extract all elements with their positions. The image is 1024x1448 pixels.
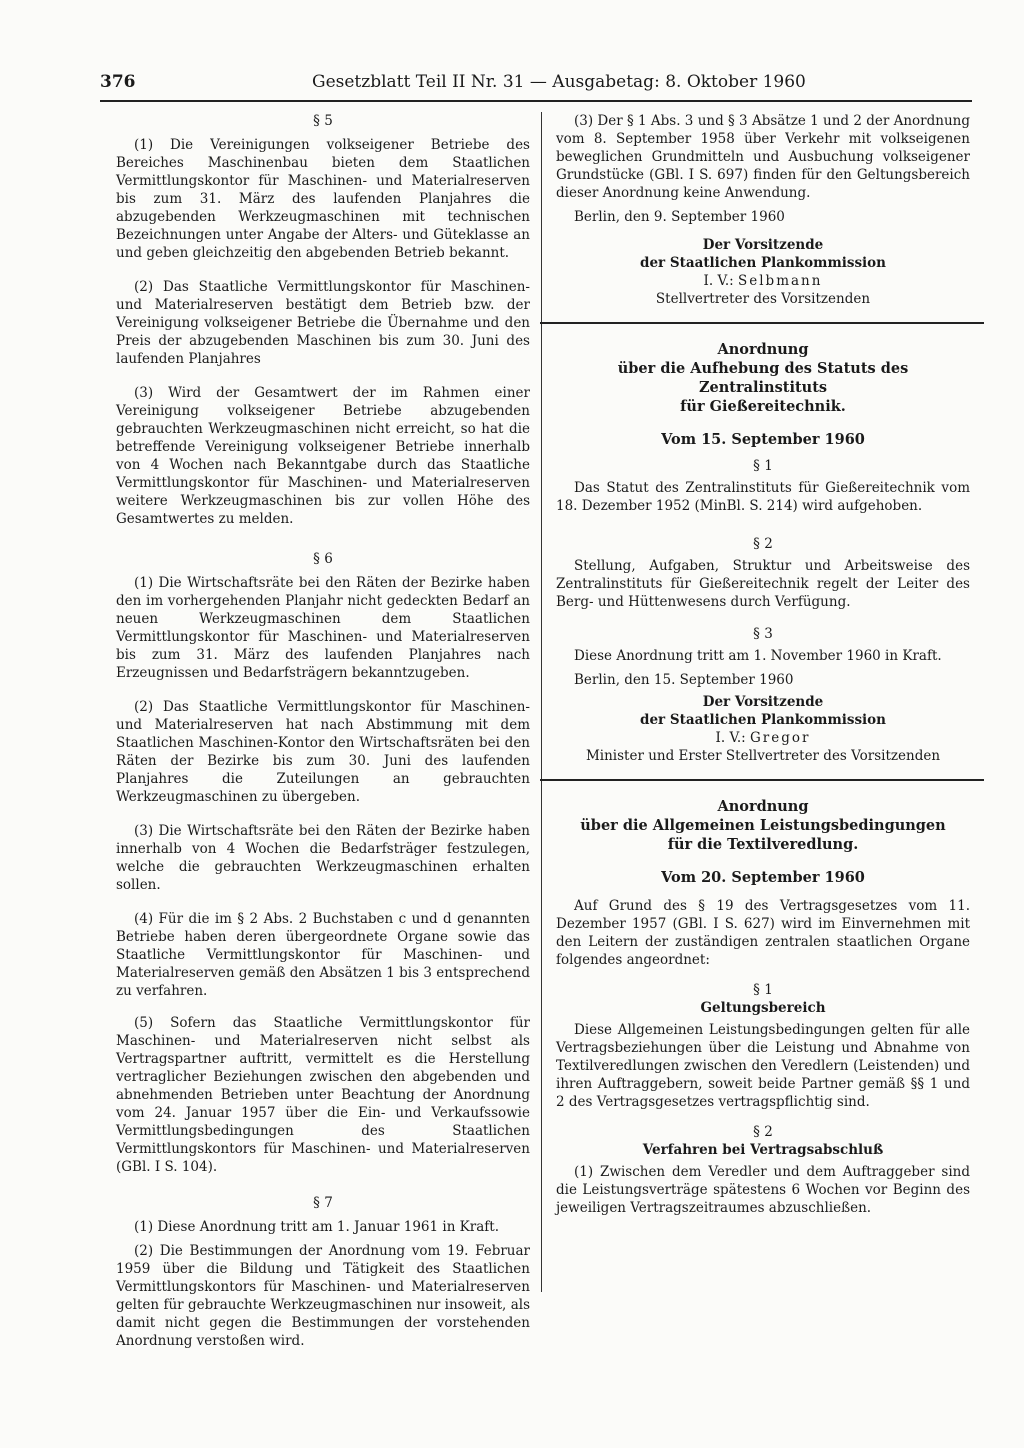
signature-1-title: Der Vorsitzende [702, 237, 824, 253]
ordinance-3-s2-title: Verfahren bei Vertragsabschluß [642, 1142, 884, 1158]
column-divider [541, 112, 542, 1292]
signature-1-place-date: Berlin, den 9. September 1960 [574, 209, 785, 225]
section-6-para-2: (2) Das Staatliche Vermittlungskontor für Maschinen- und Materialreserven hat nach Abstimmung mit dem Staatlichen Maschinen-Kontor den Wirtschaftsräten bei den Räten der Bezirke bis zum 30. Juni des laufenden Planjahres die Zuteilungen an gebrauchten Werkzeugmaschinen zu übergeben. [116, 699, 530, 805]
ordinance-2-s3-text: Diese Anordnung tritt am 1. November 1960 in Kraft. [574, 648, 942, 664]
ordinance-3-s2-heading: § 2 [753, 1124, 773, 1140]
signature-2-role: Minister und Erster Stellvertreter des Vorsitzenden [585, 748, 941, 764]
ordinance-3-s2-para-1: (1) Zwischen dem Veredler und dem Auftraggeber sind die Leistungsverträge spätestens 6 Wochen vor Beginn des jeweiligen Vertragszeitraumes abzuschließen. [556, 1164, 970, 1216]
section-5-para-2: (2) Das Staatliche Vermittlungskontor für Maschinen- und Materialreserven bestätigt dem Betrieb bzw. der Vereinigung volkseigener Betriebe die Übernahme und den Preis der abzugebenden Maschinen bis zum 30. Juni des laufenden Planjahres [116, 279, 530, 367]
page-number: 376 [100, 72, 136, 92]
ordinance-2-s2-heading: § 2 [753, 536, 773, 552]
ordinance-3-title-line-2: für die Textilveredlung. [667, 836, 859, 853]
section-5-heading: § 5 [313, 113, 333, 129]
ordinance-2-title-line-2: für Gießereitechnik. [680, 398, 846, 415]
ordinance-3-title-line-1: über die Allgemeinen Leistungsbedingungen [580, 817, 946, 834]
ordinance-2-label: Anordnung [717, 341, 809, 358]
section-6-para-1: (1) Die Wirtschaftsräte bei den Räten der Bezirke haben den im vorhergehenden Planjahr nicht gedeckten Bedarf an neuen Werkzeugmaschinen dem Staatlichen Vermittlungskontor für Maschinen- und Materialreserven bis zum 31. März des laufenden Planjahres nach Erzeugnissen und Bedarfsträgern bekanntzugeben. [116, 575, 530, 681]
ordinance-2-date: Vom 15. September 1960 [661, 431, 865, 448]
section-6-para-3: (3) Die Wirtschaftsräte bei den Räten der Bezirke haben innerhalb von 4 Wochen die Bedarfsträger festzulegen, welche die gebrauchten Werkzeugmaschinen erhalten sollen. [116, 823, 530, 893]
signature-1-iv: I. V.: [703, 273, 734, 289]
left-column [116, 112, 530, 1350]
ordinance-2-s1-text: Das Statut des Zentralinstituts für Gießereitechnik vom 18. Dezember 1952 (MinBl. S. 214) wird aufgehoben. [556, 480, 970, 514]
ordinance-2-s3-heading: § 3 [753, 626, 773, 642]
signature-1-signer [556, 272, 970, 290]
section-6-heading: § 6 [313, 551, 333, 567]
section-7-heading: § 7 [313, 1195, 333, 1211]
signature-2-name: Gregor [750, 730, 811, 746]
ordinance-2-title-line-1: über die Aufhebung des Statuts des Zentralinstituts [617, 360, 909, 396]
section-6-para-4: (4) Für die im § 2 Abs. 2 Buchstaben c und d genannten Betriebe haben deren übergeordnete Organe sowie das Staatliche Vermittlungskontor für Maschinen- und Materialreserven gemäß den Absätzen 1 bis 3 entsprechend zu verfahren. [116, 911, 530, 999]
section-7-para-2: (2) Die Bestimmungen der Anordnung vom 19. Februar 1959 über die Bildung und Tätigkeit des Staatlichen Vermittlungskontors für Maschinen- und Materialreserven gelten für gebrauchte Werkzeugmaschinen nur insoweit, als damit nicht gegen die Bestimmungen der vorstehenden Anordnung verstoßen wird. [116, 1243, 530, 1349]
section-5-para-1: (1) Die Vereinigungen volkseigener Betriebe des Bereiches Maschinenbau bieten dem Staatlichen Vermittlungskontor für Maschinen- und Materialreserven bis zum 31. März des laufenden Planjahres die abzugebenden Werkzeugmaschinen mit technischen Bezeichnungen unter Angabe der Alters- und Güteklasse an und geben gleichzeitig den abgebenden Betrieb bekannt. [116, 137, 530, 261]
ordinance-3-s1-text: Diese Allgemeinen Leistungsbedingungen gelten für alle Vertragsbeziehungen über die Leistung und Abnahme von Textilveredlungen zwischen den Veredlern (Leistenden) und ihren Auftraggebern, soweit beide Partner gemäß §§ 1 und 2 des Vertragsgesetzes vertragspflichtig sind. [556, 1022, 970, 1110]
section-5-para-3: (3) Wird der Gesamtwert der im Rahmen einer Vereinigung volkseigener Betriebe abzugebenden gebrauchten Werkzeugmaschinen nicht erreicht, so hat die betreffende Vereinigung volkseigener Betriebe innerhalb von 4 Wochen nach Bekanntgabe durch das Staatliche Vermittlungskontor für Maschinen- und Materialreserven weitere Werkzeugmaschinen bis zur vollen Höhe des Gesamtwertes zu melden. [116, 385, 530, 527]
section-6-para-5: (5) Sofern das Staatliche Vermittlungskontor für Maschinen- und Materialreserven nicht selbst als Vertragspartner auftritt, vermittelt es die Herstellung vertraglicher Beziehungen zwischen den abgebenden und abnehmenden Betrieben unter Beachtung der Anordnung vom 24. Januar 1957 über die Ein- und Verkaufssowie Vermittlungsbedingungen des Staatlichen Vermittlungskontors für Maschinen- und Materialreserven (GBl. I S. 104). [116, 1015, 530, 1175]
signature-1-role: Stellvertreter des Vorsitzenden [655, 291, 871, 307]
section-7-para-1: (1) Diese Anordnung tritt am 1. Januar 1961 in Kraft. [134, 1219, 499, 1235]
ordinance-3-date: Vom 20. September 1960 [661, 869, 865, 886]
ordinance-2-s1-heading: § 1 [753, 458, 773, 474]
signature-2-place-date: Berlin, den 15. September 1960 [574, 672, 794, 688]
ordinance-3-s1-title: Geltungsbereich [700, 1000, 826, 1016]
signature-1-org: der Staatlichen Plankommission [640, 255, 886, 271]
page-header [100, 72, 972, 102]
signature-2-iv: I. V.: [715, 730, 746, 746]
ordinance-3-s1-heading: § 1 [753, 982, 773, 998]
right-column [556, 112, 970, 1217]
signature-2-org: der Staatlichen Plankommission [640, 712, 886, 728]
separator-rule-1 [540, 322, 984, 324]
running-head: Gesetzblatt Teil II Nr. 31 — Ausgabetag: 8. Oktober 1960 [312, 72, 806, 92]
signature-2-signer [556, 729, 970, 747]
signature-1-name: Selbmann [738, 273, 823, 289]
signature-2-title: Der Vorsitzende [702, 694, 824, 710]
ordinance-3-intro: Auf Grund des § 19 des Vertragsgesetzes vom 11. Dezember 1957 (GBl. I S. 627) wird im Einvernehmen mit den Leitern der zuständigen zentralen staatlichen Organe folgendes angeordnet: [556, 898, 970, 968]
section-3-para-3: (3) Der § 1 Abs. 3 und § 3 Absätze 1 und 2 der Anordnung vom 8. September 1958 über Verkehr mit volkseigenen beweglichen Grundmitteln und Ausbuchung volkseigener Grundstücke (GBl. I S. 697) finden für den Geltungsbereich dieser Anordnung keine Anwendung. [556, 113, 970, 201]
separator-rule-2 [540, 779, 984, 781]
ordinance-3-label: Anordnung [717, 798, 809, 815]
ordinance-2-s2-text: Stellung, Aufgaben, Struktur und Arbeitsweise des Zentralinstituts für Gießereitechnik regelt der Leiter des Berg- und Hüttenwesens durch Verfügung. [556, 558, 970, 610]
